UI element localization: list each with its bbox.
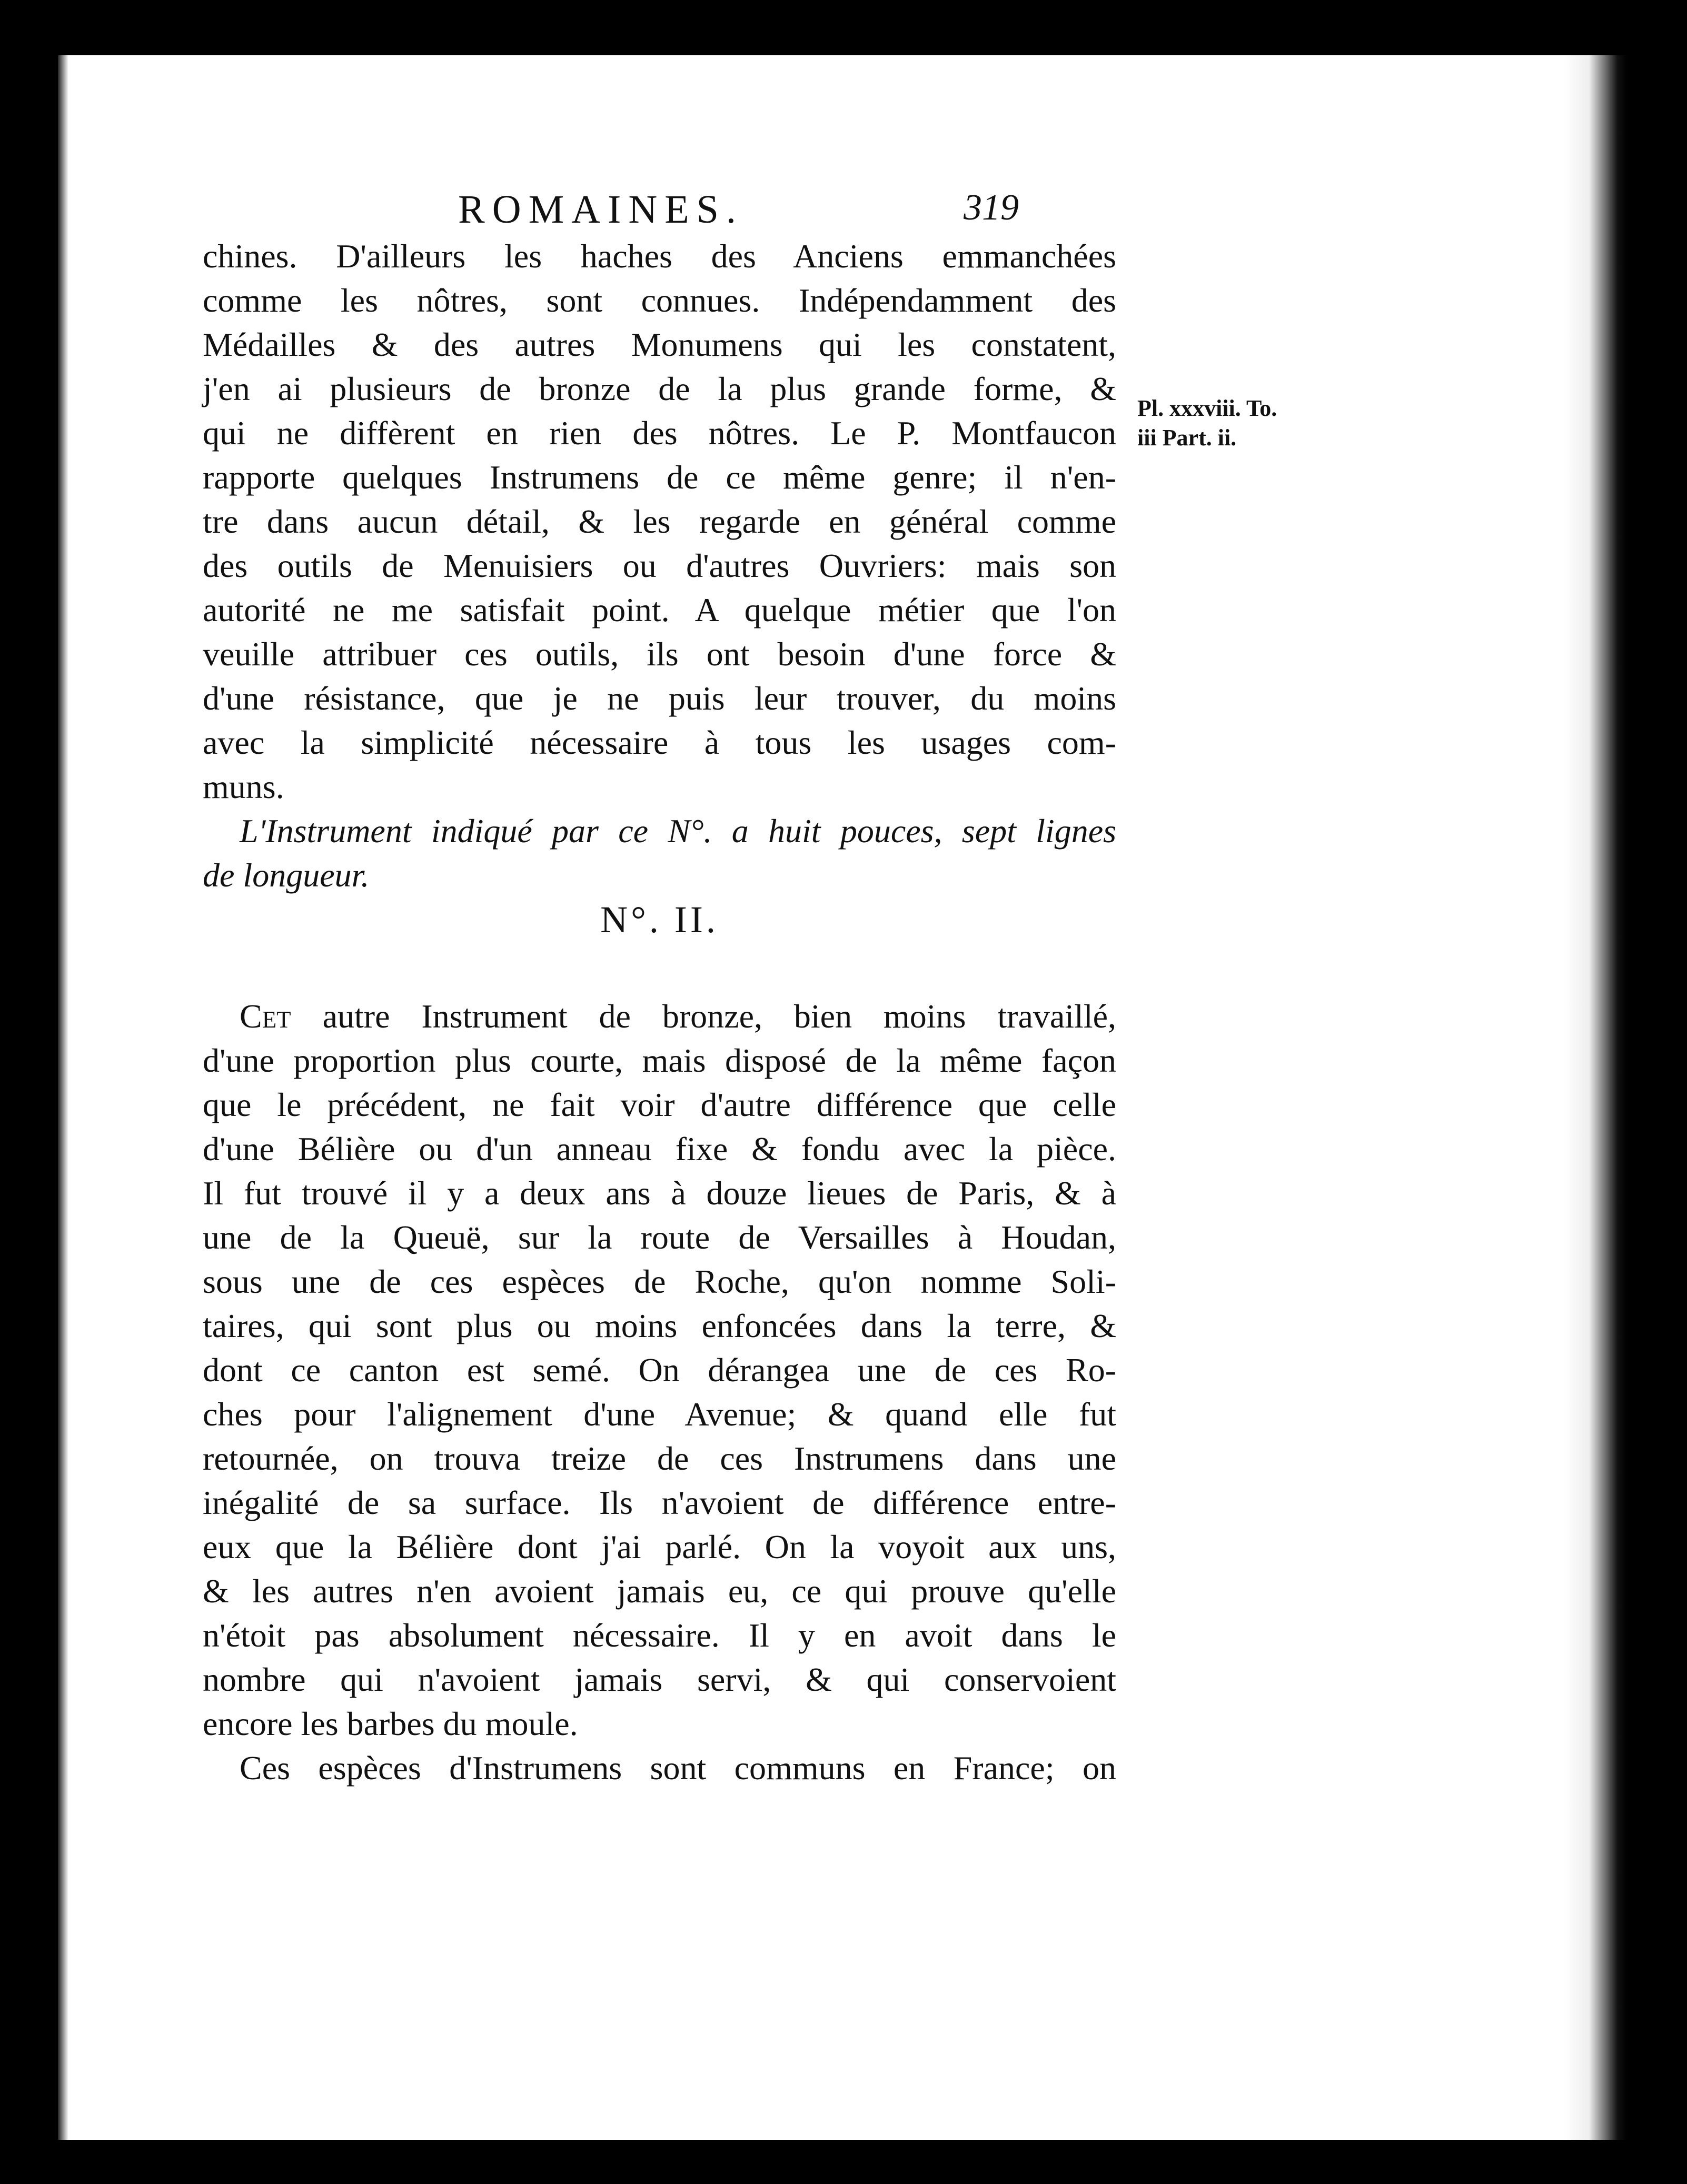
text-line: veuille attribuer ces outils, ils ont besoin d'une force & [203, 635, 1116, 673]
main-text [203, 234, 1116, 1790]
text-line: Il fut trouvé il y a deux ans à douze lieues de Paris, & à [203, 1174, 1116, 1212]
page-number: 319 [964, 187, 1019, 228]
text-line: rapporte quelques Instrumens de ce même genre; il n'en- [203, 458, 1116, 496]
text-line: chines. D'ailleurs les haches des Anciens emmanchées [203, 237, 1116, 275]
text-line: encore les barbes du moule. [203, 1705, 578, 1742]
page-edge-right [1564, 55, 1627, 2140]
text-line: retournée, on trouva treize de ces Instrumens dans une [203, 1440, 1116, 1477]
text-line: d'une résistance, que je ne puis leur trouver, du moins [203, 680, 1116, 717]
text-line: Médailles & des autres Monumens qui les constatent, [203, 326, 1116, 363]
text-line: j'en ai plusieurs de bronze de la plus grande forme, & [203, 370, 1116, 407]
text-line: dont ce canton est semé. On dérangea une de ces Ro- [203, 1351, 1116, 1389]
text-line [203, 994, 1116, 1039]
text-line: avec la simplicité nécessaire à tous les usages com- [203, 724, 1116, 761]
text-line: & les autres n'en avoient jamais eu, ce qui prouve qu'elle [203, 1572, 1116, 1610]
running-title: ROMAINES. [458, 187, 743, 232]
text-line: ches pour l'alignement d'une Avenue; & quand elle fut [203, 1395, 1116, 1433]
text-line: d'une proportion plus courte, mais disposé de la même façon [203, 1042, 1116, 1079]
text-line: une de la Queuë, sur la route de Versailles à Houdan, [203, 1219, 1116, 1256]
text-line: Ces espèces d'Instrumens sont communs en France; on [240, 1749, 1116, 1787]
margin-note-part-ref: iii Part. ii. [1137, 425, 1237, 451]
text-line: inégalité de sa surface. Ils n'avoient de différence entre- [203, 1484, 1116, 1521]
text-line: sous une de ces espèces de Roche, qu'on nomme Soli- [203, 1263, 1116, 1300]
text-line: n'étoit pas absolument nécessaire. Il y en avoit dans le [203, 1617, 1116, 1654]
text-line: autorité ne me satisfait point. A quelque métier que l'on [203, 591, 1116, 629]
page-edge-left [58, 55, 68, 2140]
italic-note-line: L'Instrument indiqué par ce N°. a huit pouces, sept lignes [240, 812, 1116, 850]
paragraph-opening-word: Cet [240, 998, 291, 1035]
text-line: tre dans aucun détail, & les regarde en général comme [203, 503, 1116, 540]
text-line: taires, qui sont plus ou moins enfoncées dans la terre, & [203, 1307, 1116, 1344]
text-line: nombre qui n'avoient jamais servi, & qui conservoient [203, 1661, 1116, 1698]
text-line-rest: autre Instrument de bronze, bien moins travaillé, [291, 998, 1116, 1035]
italic-note-line: de longueur. [203, 856, 370, 894]
section-title: N°. II. [600, 899, 719, 941]
text-line: eux que la Bélière dont j'ai parlé. On la voyoit aux uns, [203, 1528, 1116, 1565]
margin-note-plate-ref: Pl. xxxviii. To. [1137, 395, 1277, 421]
text-line: qui ne diffèrent en rien des nôtres. Le P. Montfaucon [203, 414, 1116, 452]
text-line: muns. [203, 768, 284, 805]
text-line: des outils de Menuisiers ou d'autres Ouvriers: mais son [203, 547, 1116, 584]
text-line: que le précédent, ne fait voir d'autre différence que celle [203, 1086, 1116, 1123]
text-line: d'une Bélière ou d'un anneau fixe & fondu avec la pièce. [203, 1130, 1116, 1168]
text-line: comme les nôtres, sont connues. Indépendamment des [203, 282, 1116, 319]
